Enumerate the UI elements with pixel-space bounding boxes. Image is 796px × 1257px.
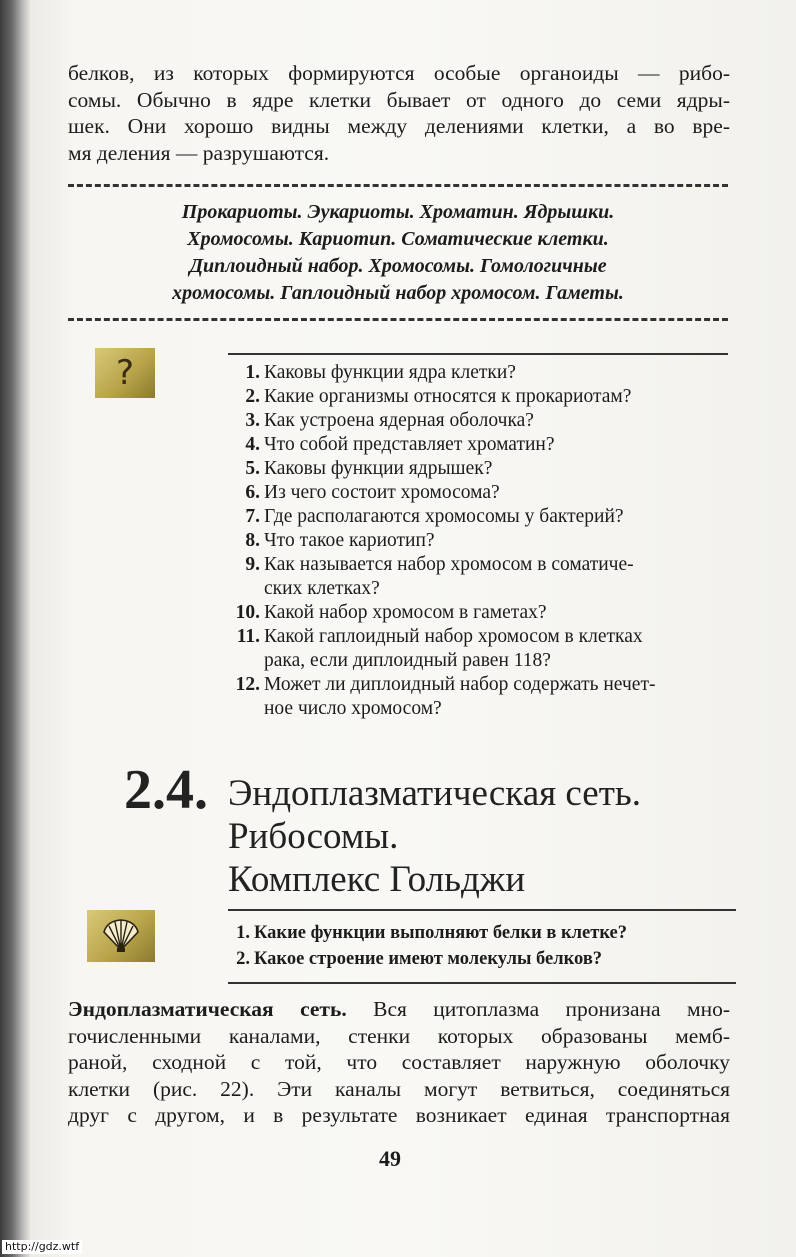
intro-paragraph bbox=[68, 60, 730, 166]
terms-bottom-dashed-rule bbox=[68, 318, 728, 321]
question-item: 9. Как называется набор хромосом в соматиче- bbox=[245, 554, 634, 575]
key-terms-line: Прокариоты. Эукариоты. Хроматин. Ядрышки. bbox=[181, 201, 615, 223]
question-item: 8. Что такое кариотип? bbox=[245, 530, 435, 551]
question-item: 11. Какой гаплоидный набор хромосом в клетках bbox=[236, 626, 643, 647]
body-paragraph bbox=[68, 996, 730, 1129]
section-title bbox=[228, 772, 748, 901]
section-title-line: Рибосомы. bbox=[228, 816, 399, 857]
page-number: 49 bbox=[379, 1146, 401, 1171]
review-question-item: 1. Какие функции выполняют белки в клетке? bbox=[236, 923, 627, 943]
key-terms-line: хромосомы. Гаплоидный набор хромосом. Гаметы. bbox=[172, 282, 624, 304]
question-mark-glyph: ? bbox=[115, 353, 135, 393]
intro-line: сомы. Обычно в ядре клетки бывает от одного до семи ядры- bbox=[68, 87, 730, 112]
book-spine-shadow bbox=[0, 0, 30, 1257]
question-continuation: рака, если диплоидный равен 118? bbox=[264, 650, 551, 671]
question-item: 6. Из чего состоит хромосома? bbox=[245, 482, 500, 503]
key-terms-line: Хромосомы. Кариотип. Соматические клетки. bbox=[187, 228, 609, 250]
questions-top-rule bbox=[228, 353, 728, 355]
body-line: друг с другом, и в результате возникает единая транспортная bbox=[68, 1103, 730, 1127]
review-questions-list bbox=[228, 920, 728, 972]
question-item: 12. Может ли диплоидный набор содержать нечет- bbox=[235, 674, 656, 695]
question-item: 4. Что собой представляет хроматин? bbox=[245, 434, 555, 455]
intro-line: мя деления — разрушаются. bbox=[68, 140, 330, 165]
review-question-item: 2. Какое строение имеют молекулы белков? bbox=[236, 949, 603, 969]
body-term: Эндоплазматическая сеть. bbox=[68, 997, 347, 1021]
body-line: гочисленными каналами, стенки которых образованы мемб- bbox=[68, 1023, 730, 1048]
intro-line: белков, из которых формируются особые органоиды — рибо- bbox=[68, 61, 730, 85]
questions-list bbox=[228, 361, 728, 721]
review-bottom-rule bbox=[228, 982, 736, 984]
body-line: раной, сходной с той, что составляет наружную оболочку bbox=[68, 1050, 730, 1074]
section-number: 2.4. bbox=[124, 759, 208, 821]
question-item: 3. Как устроена ядерная оболочка? bbox=[245, 410, 534, 431]
key-terms-block bbox=[68, 199, 728, 307]
body-line-first: Эндоплазматическая сеть. Вся цитоплазма пронизана мно- bbox=[68, 997, 730, 1021]
shell-icon-graphic bbox=[101, 918, 141, 954]
body-line: клетки (рис. 22). Эти каналы могут ветвиться, соединяться bbox=[68, 1076, 730, 1101]
shell-icon bbox=[87, 910, 155, 962]
question-item: 10. Какой набор хромосом в гаметах? bbox=[235, 602, 547, 623]
question-item: 5. Каковы функции ядрышек? bbox=[245, 458, 493, 479]
question-item: 1. Каковы функции ядра клетки? bbox=[245, 362, 516, 383]
watermark-link[interactable]: http://gdz.wtf bbox=[2, 1240, 82, 1254]
terms-top-dashed-rule bbox=[68, 184, 728, 187]
question-item: 2. Какие организмы относятся к прокариотам? bbox=[245, 386, 632, 407]
key-terms-line: Диплоидный набор. Хромосомы. Гомологичные bbox=[189, 255, 607, 277]
question-continuation: ное число хромосом? bbox=[264, 698, 442, 719]
intro-line: шек. Они хорошо видны между делениями клетки, а во вре- bbox=[68, 114, 730, 138]
question-continuation: ских клетках? bbox=[264, 578, 380, 599]
review-top-rule bbox=[228, 909, 736, 911]
question-item: 7. Где располагаются хромосомы у бактерий? bbox=[245, 506, 624, 527]
section-title-line: Комплекс Гольджи bbox=[228, 859, 526, 900]
question-mark-icon bbox=[95, 348, 155, 398]
section-title-line: Эндоплазматическая сеть. bbox=[228, 773, 641, 814]
